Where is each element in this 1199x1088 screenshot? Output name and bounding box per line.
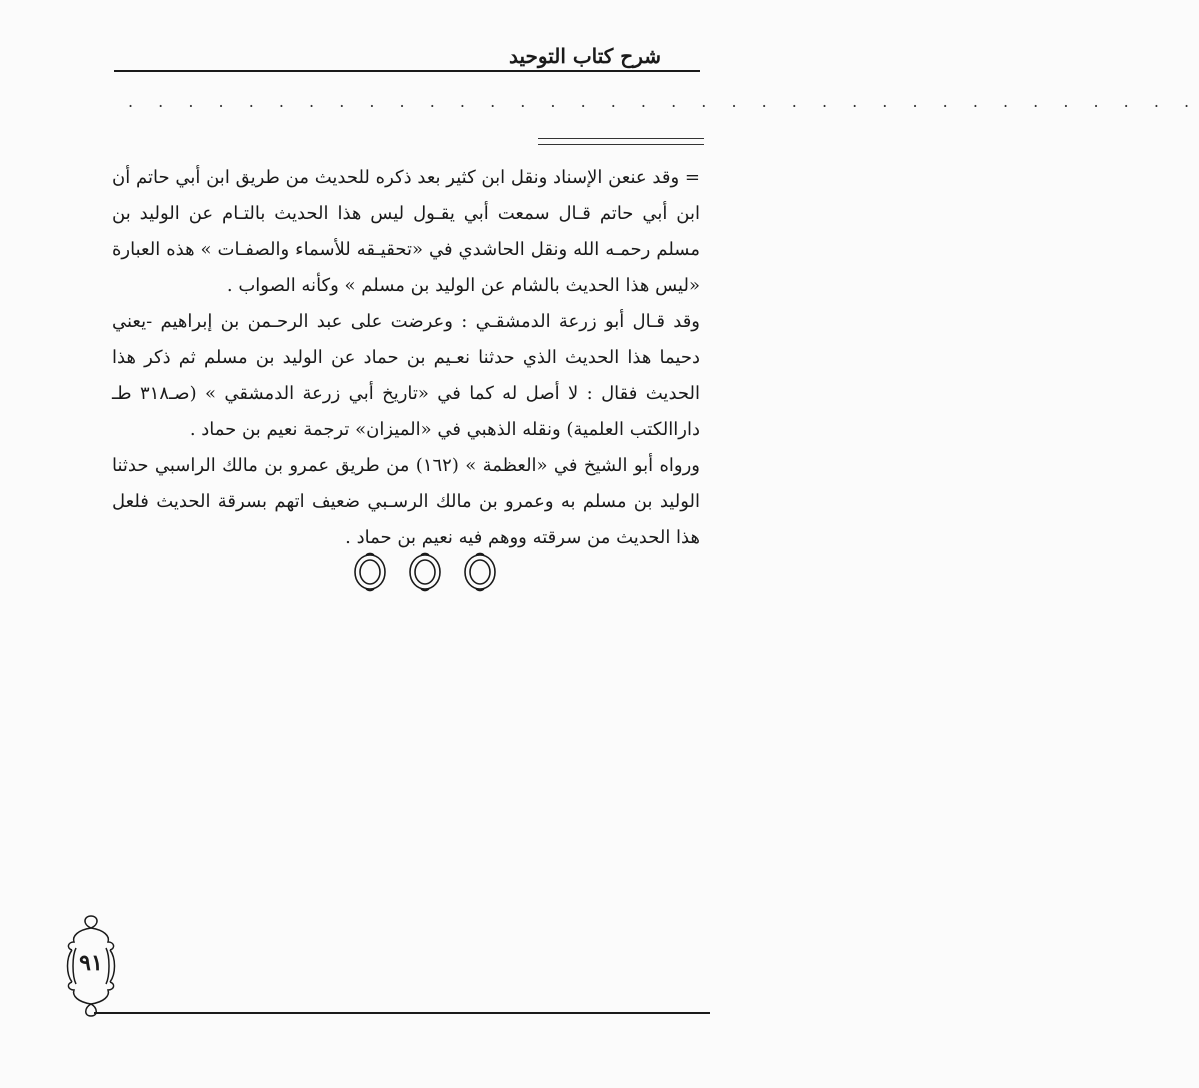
header-rule <box>114 70 700 72</box>
floral-ornament-icon <box>405 552 445 592</box>
running-header-title: شرح كتاب التوحيد <box>508 44 661 68</box>
dotted-separator: . . . . . . . . . . . . . . . . . . . . . . . . . . . . . . . . . . . . <box>128 92 1199 111</box>
paragraph-3: ورواه أبو الشيخ في «العظمة » (١٦٢) من طريق عمرو بن مالك الراسبي حدثنا الوليد بن مسلم به وعمرو بن مالك الرسـبي ضعيف اتهم بسرقة الحديث فلعل هذا الحديث من سرقته ووهم فيه نعيم بن حماد . <box>112 455 700 548</box>
page-number: ٩١ <box>79 950 103 976</box>
paragraph-2: وقد قـال أبو زرعة الدمشقـي : وعرضت على عبد الرحـمن بن إبراهيم -يعني دحيما هذا الحديث الذي حدثنا نعـيم بن حماد عن الوليد بن مسلم ثم ذكر هذا الحديث فقال : لا أصل له كما في «تاريخ أبي زرعة الدمشقي » (صـ٣١٨ طـ داراالكتب العلمية) ونقله الذهبي في «الميزان» ترجمة نعيم بن حماد . <box>112 311 700 440</box>
page-number-frame <box>60 912 122 1020</box>
footer-rule <box>94 1012 710 1014</box>
floral-ornament-icon <box>350 552 390 592</box>
footnote-double-rule <box>538 138 704 145</box>
paragraph-1: = وقد عنعن الإسناد ونقل ابن كثير بعد ذكره للحديث من طريق ابن أبي حاتم أن ابن أبي حاتم قـال سمعت أبي يقـول ليس هذا الحديث بالتـام عن الوليد بن مسلم رحمـه الله ونقل الحاشدي في «تحقيـقه للأسماء والصفـات » هذه العبارة «ليس هذا الحديث بالشام عن الوليد بن مسلم » وكأنه الصواب . <box>112 167 700 296</box>
page-body <box>112 160 700 556</box>
section-end-ornaments <box>350 552 500 592</box>
floral-ornament-icon <box>460 552 500 592</box>
